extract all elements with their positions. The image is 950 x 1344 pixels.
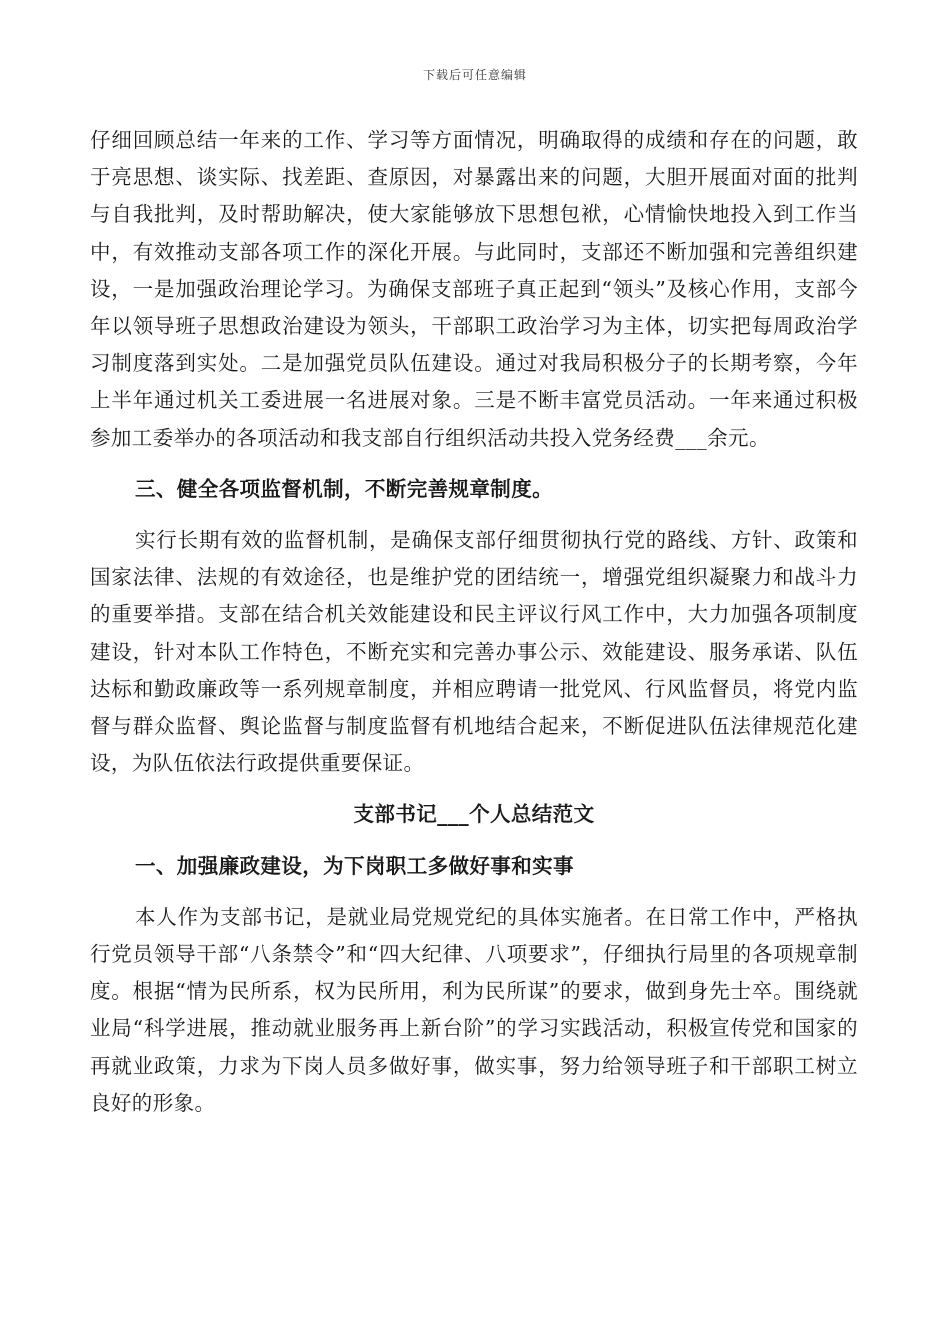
spacer bbox=[90, 508, 858, 522]
page-header: 下载后可任意编辑 bbox=[422, 68, 527, 82]
spacer bbox=[90, 782, 858, 796]
section-heading-3: 三、健全各项监督机制，不断完善规章制度。 bbox=[135, 476, 553, 501]
spacer bbox=[90, 834, 858, 848]
section-heading-1: 一、加强廉政建设，为下岗职工多做好事和实事 bbox=[135, 853, 574, 878]
document-title: 支部书记___个人总结范文 bbox=[353, 802, 595, 827]
spacer bbox=[90, 457, 858, 471]
paragraph-continuation: 仔细回顾总结一年来的工作、学习等方面情况，明确取得的成绩和存在的问题，敢于亮思想、谈实际、找差距、查原因，对暴露出来的问题，大胆开展面对面的批判与自我批判，及时帮助解决，使大家能够放下思想包袱，心情愉快地投入到工作当中，有效推动支部各项工作的深化开展。与此同时，支部还不断加强和完善组织建设，一是加强政治理论学习。为确保支部班子真正起到“领头”及核心作用，支部今年以领导班子思想政治建设为领头，干部职工政治学习为主体，切实把每周政治学习制度落到实处。二是加强党员队伍建设。通过对我局积极分子的长期考察，今年上半年通过机关工委进展一名进展对象。三是不断丰富党员活动。一年来通过积极参加工委举办的各项活动和我支部自行组织活动共投入党务经费___余元。 bbox=[90, 128, 858, 450]
paragraph-section-1: 本人作为支部书记，是就业局党规党纪的具体实施者。在日常工作中，严格执行党员领导干部“八条禁令”和“四大纪律、八项要求”，仔细执行局里的各项规章制度。根据“情为民所系，权为民所用，利为民所谋”的要求，做到身先士卒。围绕就业局“科学进展，推动就业服务再上新台阶”的学习实践活动，积极宣传党和国家的再就业政策，力求为下岗人员多做好事，做实事，努力给领导班子和干部职工树立良好的形象。 bbox=[90, 904, 858, 1115]
spacer bbox=[90, 885, 858, 899]
paragraph-section-3: 实行长期有效的监督机制，是确保支部仔细贯彻执行党的路线、方针、政策和国家法律、法规的有效途径，也是维护党的团结统一，增强党组织凝聚力和战斗力的重要举措。支部在结合机关效能建设和民主评议行风工作中，大力加强各项制度建设，针对本队工作特色，不断充实和完善办事公示、效能建设、服务承诺、队伍达标和勤政廉政等一系列规章制度，并相应聘请一批党风、行风监督员，将党内监督与群众监督、舆论监督与制度监督有机地结合起来，不断促进队伍法律规范化建设，为队伍依法行政提供重要保证。 bbox=[90, 528, 858, 776]
document-body bbox=[90, 122, 858, 1122]
